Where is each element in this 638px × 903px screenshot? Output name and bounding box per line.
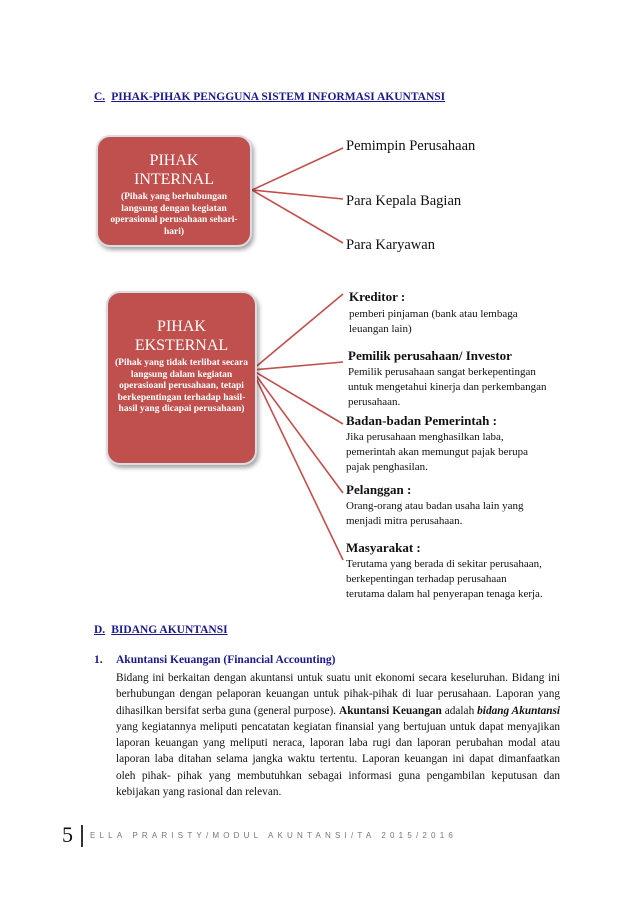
- internal-box-subtitle: (Pihak yang berhubungan langsung dengan kegiatan operasional perusahaan sehari-hari): [110, 192, 238, 237]
- external-user-pemerintah: Badan-badan Pemerintah : Jika perusahaan menghasilkan laba, pemerintah akan memungut pajak berupa pajak penghasilan.: [346, 413, 529, 473]
- section-c-title: C. PIHAK-PIHAK PENGGUNA SISTEM INFORMASI AKUNTANSI: [94, 91, 446, 103]
- footer-divider: [81, 825, 83, 847]
- item-1-paragraph: Bidang ini berkaitan dengan akuntansi untuk suatu unit ekonomi secara keseluruhan. Bidang ini berhubungan dengan pelaporan keuangan untuk pihak-pihak di luar perusahaan. Laporan yang dihasilkan bersifat serba guna (general purpose). Akuntansi Keuangan adalah bidang Akuntansi yang kegiatannya meliputi pencatatan kegiatan finansial yang bertujuan untuk dapat menyajikan laporan keuangan yang meliputi neraca, laporan laba rugi dan laporan perubahan modal atau laporan laba ditahan selama jangka waktu tertentu. Laporan keuangan ini dapat dimanfaatkan oleh pihak- pihak yang membutuhkan sebagai informasi guna pengambilan keputusan dan kebijakan yang rasional dan relevan.: [116, 672, 561, 799]
- external-user-masyarakat: Masyarakat : Terutama yang berada di sekitar perusahaan, berkepentingan terhadap perusahaan terutama dalam hal penyerapan tenaga kerja.: [346, 540, 543, 600]
- internal-box-title-2: INTERNAL: [134, 171, 214, 188]
- italic-term: bidang Akuntansi: [477, 704, 561, 717]
- external-user-kreditor: Kreditor : pemberi pinjaman (bank atau lembaga leuangan lain): [349, 289, 518, 335]
- internal-party-box: [96, 135, 252, 247]
- footer-text: ELLA PRARISTY/MODUL AKUNTANSI/TA 2015/2016: [90, 831, 457, 840]
- connector-external-4: [252, 370, 343, 493]
- page-number: 5: [62, 822, 73, 847]
- connector-external-2: [252, 362, 343, 370]
- connector-external-1: [252, 294, 343, 370]
- external-user-pelanggan: Pelanggan : Orang-orang atau badan usaha lain yang menjadi mitra perusahaan.: [346, 482, 524, 527]
- connector-external-5: [252, 370, 343, 560]
- external-box-subtitle: (Pihak yang tidak terlibat secara langsung dalam kegiatan operasioanl perusahaan, tetapi berkepentingan terhadap hasil-hasil yang dicapai perusahaan): [115, 358, 248, 415]
- external-user-investor: Pemilik perusahaan/ Investor Pemilik perusahaan sangat berkepentingan untuk mengetahui kinerja dan perkembangan perusahaan.: [348, 348, 547, 408]
- external-party-box: [106, 291, 257, 465]
- section-d-title: D. BIDANG AKUNTANSI: [94, 624, 228, 636]
- internal-user-2: Para Kepala Bagian: [346, 193, 462, 209]
- internal-box-title-1: PIHAK: [149, 152, 199, 169]
- internal-user-1: Pemimpin Perusahaan: [346, 138, 476, 154]
- bold-term: Akuntansi Keuangan: [339, 704, 442, 717]
- external-box-title-2: EKSTERNAL: [134, 337, 229, 354]
- internal-user-3: Para Karyawan: [346, 237, 435, 253]
- footer: [62, 822, 562, 848]
- external-box-title-1: PIHAK: [157, 318, 206, 335]
- item-1-title: 1. Akuntansi Keuangan (Financial Accounting): [94, 654, 336, 666]
- connector-internal-1: [252, 148, 343, 190]
